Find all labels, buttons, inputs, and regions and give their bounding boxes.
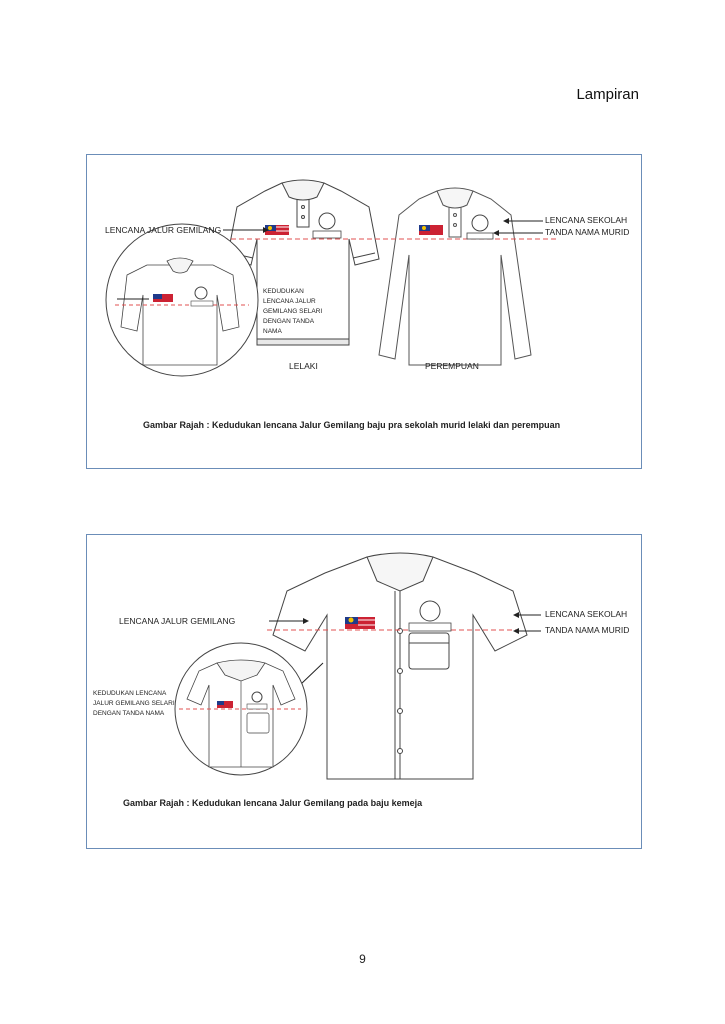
label-boy: LELAKI: [289, 361, 318, 371]
appendix-label: Lampiran: [576, 86, 639, 103]
position-note: KEDUDUKAN LENCANA JALUR GEMILANG SELARI DENGAN TANDA NAMA: [263, 288, 323, 335]
label-name-tag: TANDA NAMA MURID: [545, 227, 630, 237]
label-flag-badge: LENCANA JALUR GEMILANG: [119, 616, 236, 626]
school-badge: [319, 213, 335, 229]
zoom-circle: [106, 224, 258, 376]
figure-frame-shirt: [86, 534, 642, 849]
school-badge: [420, 601, 440, 621]
label-name-tag: TANDA NAMA MURID: [545, 625, 630, 635]
position-note: KEDUDUKAN LENCANA JALUR GEMILANG SELARI DENGAN TANDA NAMA: [93, 690, 175, 717]
figure-caption: Gambar Rajah : Kedudukan lencana Jalur Gemilang baju pra sekolah murid lelaki dan perempuan: [143, 420, 561, 430]
figure-frame-preschool: [86, 154, 642, 469]
page-number: 9: [359, 952, 366, 966]
name-tag: [313, 231, 341, 238]
figure-caption: Gambar Rajah : Kedudukan lencana Jalur Gemilang pada baju kemeja: [123, 798, 423, 808]
blouse-drawing: [379, 188, 531, 365]
label-school-badge: LENCANA SEKOLAH: [545, 215, 628, 225]
name-tag: [409, 623, 451, 631]
shirt-drawing: [273, 553, 527, 779]
label-school-badge: LENCANA SEKOLAH: [545, 609, 628, 619]
label-girl: PEREMPUAN: [425, 361, 479, 371]
label-flag-badge: LENCANA JALUR GEMILANG: [105, 225, 222, 235]
